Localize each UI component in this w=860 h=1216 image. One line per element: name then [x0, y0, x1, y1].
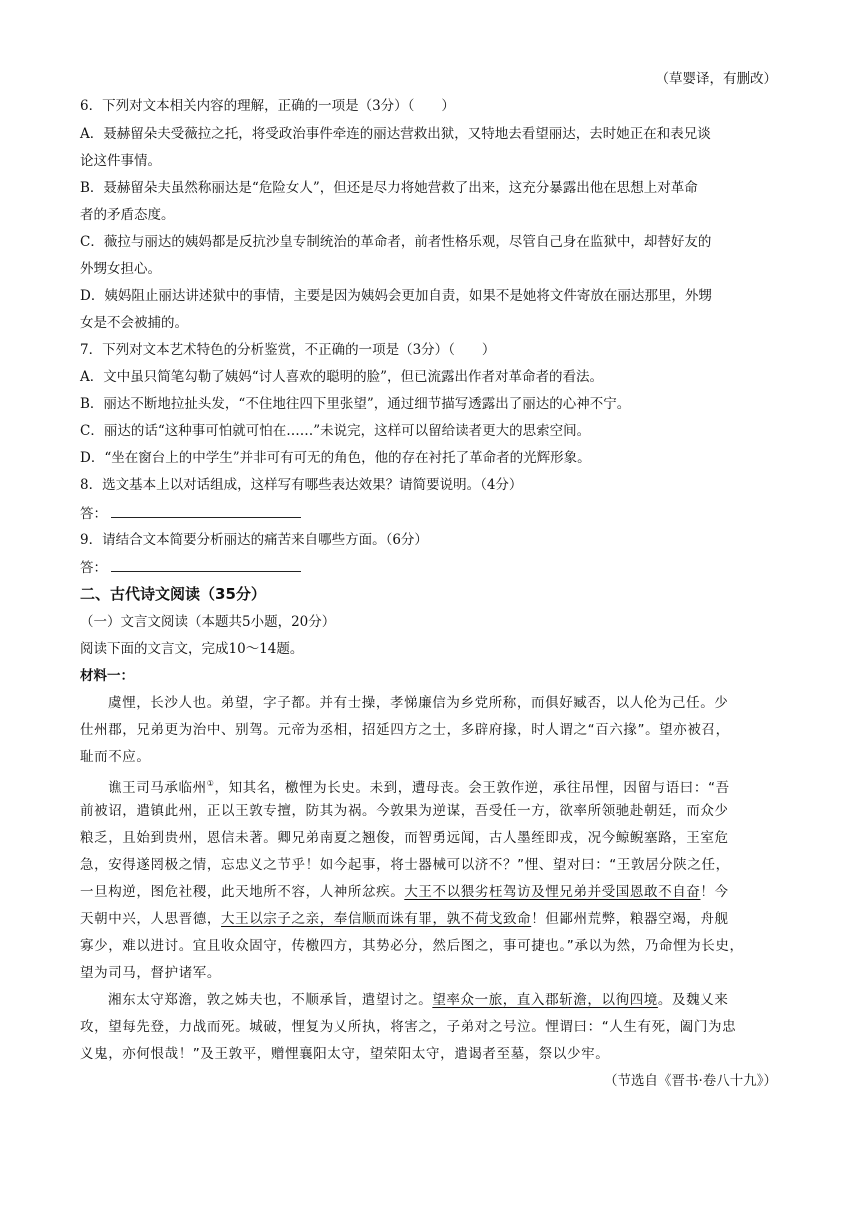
- answer-label: 答：: [80, 560, 107, 576]
- question-8-answer-row: [80, 503, 301, 524]
- passage-line: 急，安得遂罔极之情，忘忠义之节乎！如今起事，将士器械可以济不？”悝、望对曰：“王敦居分陕之任，: [80, 857, 730, 873]
- question-6-option-a-cont: 论这件事情。: [80, 153, 161, 169]
- passage-text: 湘东太守郑澹，敦之姊夫也，不顺承旨，遣望讨之。: [108, 992, 433, 1008]
- question-6-option-b-cont: 者的矛盾态度。: [80, 207, 175, 223]
- passage-line: 攻，望每先登，力战而死。城破，悝复为乂所执，将害之，子弟对之号泣。悝谓曰：“人生有死，阖门为忠: [80, 1019, 737, 1035]
- question-7-option-a: A．文中虽只简笔勾勒了姨妈“讨人喜欢的聪明的脸”，但已流露出作者对革命者的看法。: [80, 369, 604, 385]
- passage-text: 天朝中兴，人思晋德，: [80, 911, 221, 927]
- material-label: 材料一：: [80, 668, 134, 684]
- passage-text: 一旦构逆，图危社稷，此天地所不容，人神所忿疾。: [80, 884, 405, 900]
- section-title: 二、古代诗文阅读（35分）: [80, 585, 266, 603]
- question-6-option-c-cont: 外甥女担心。: [80, 261, 161, 277]
- subsection-title: （一）文言文阅读（本题共5小题，20分）: [80, 614, 336, 630]
- question-6-option-d-cont: 女是不会被捕的。: [80, 315, 188, 331]
- answer-label: 答：: [80, 506, 107, 522]
- passage-line: [108, 990, 728, 1010]
- question-6-option-d: D．姨妈阻止丽达讲述狱中的事情，主要是因为姨妈会更加自责，如果不是她将文件寄放在丽达那里，外甥: [80, 288, 712, 304]
- question-9-stem: 9．请结合文本简要分析丽达的痛苦来自哪些方面。（6分）: [80, 532, 428, 548]
- passage-text: 。及魏乂来: [657, 992, 729, 1008]
- underlined-sentence: 望率众一旅，直入郡斩澹，以徇四境: [432, 992, 658, 1008]
- passage-line: 望为司马，督护诸军。: [80, 965, 221, 981]
- passage-source: （节选自《晋书·卷八十九》）: [603, 1073, 777, 1089]
- footnote-marker: ①: [206, 779, 215, 788]
- question-6-stem: 6．下列对文本相关内容的理解，正确的一项是（3分）（ ）: [80, 98, 455, 114]
- passage-line: 虞悝，长沙人也。弟望，字子都。并有士操，孝悌廉信为乡党所称，而俱好臧否，以人伦为己任。少: [108, 695, 729, 711]
- question-6-option-c: C．薇拉与丽达的姨妈都是反抗沙皇专制统治的革命者，前者性格乐观，尽管自己身在监狱中，却替好友的: [80, 234, 712, 250]
- question-8-stem: 8．选文基本上以对话组成，这样写有哪些表达效果？请简要说明。（4分）: [80, 477, 523, 493]
- answer-blank[interactable]: [111, 503, 301, 518]
- passage-line: 寡少，难以进讨。宜且收众固守，传檄四方，其势必分，然后图之，事可捷也。”承以为然，乃命悝为长史，: [80, 938, 744, 954]
- passage-line: [80, 909, 729, 929]
- answer-blank[interactable]: [111, 557, 301, 572]
- passage-line: 义鬼，亦何恨哉！”及王敦平，赠悝襄阳太守，望荣阳太守，遣谒者至墓，祭以少牢。: [80, 1046, 610, 1062]
- passage-text: 谯王司马承临州: [108, 780, 207, 796]
- underlined-sentence: 大王以宗子之亲，奉信顺而诛有罪，孰不荷戈致命: [221, 911, 532, 927]
- source-note: （草婴译，有删改）: [655, 71, 777, 87]
- passage-text: ！但鄙州荒弊，粮器空竭，舟舰: [531, 911, 729, 927]
- passage-line: 前被诏，遣镇此州，正以王敦专擅，防其为祸。今敦果为逆谋，吾受任一方，欲率所领驰赴朝廷，而众少: [80, 803, 729, 819]
- instruction: 阅读下面的文言文，完成10～14题。: [80, 641, 304, 657]
- passage-text: ！今: [700, 884, 729, 900]
- question-7-stem: 7．下列对文本艺术特色的分析鉴赏，不正确的一项是（3分）（ ）: [80, 342, 496, 358]
- question-9-answer-row: [80, 557, 301, 578]
- question-6-option-b: B．聂赫留朵夫虽然称丽达是“危险女人”，但还是尽力将她营救了出来，这充分暴露出他在思想上对革命: [80, 180, 698, 196]
- question-6-option-a: A．聂赫留朵夫受薇拉之托，将受政治事件牵连的丽达营救出狱，又特地去看望丽达，去时她正在和表兄谈: [80, 126, 711, 142]
- passage-line: 耻而不应。: [80, 749, 151, 765]
- question-7-option-b: B．丽达不断地拉扯头发，“不住地往四下里张望”，通过细节描写透露出了丽达的心神不宁。: [80, 396, 631, 412]
- question-7-option-d: D．“坐在窗台上的中学生”并非可有可无的角色，他的存在衬托了革命者的光辉形象。: [80, 450, 591, 466]
- passage-text: ，知其名，檄悝为长史。未到，遭母丧。会王敦作逆，承往吊悝，因留与语曰：“吾: [214, 780, 730, 796]
- question-7-option-c: C．丽达的话“这种事可怕就可怕在……”未说完，这样可以留给读者更大的思索空间。: [80, 423, 591, 439]
- passage-line: 粮乏，且始到贵州，恩信未著。卿兄弟南夏之翘俊，而智勇远闻，古人墨绖即戎，况今鲸鲵塞路，王室危: [80, 830, 729, 846]
- underlined-sentence: 大王不以猥劣枉驾访及悝兄弟并受国恩敢不自奋: [404, 884, 701, 900]
- passage-line: [108, 774, 730, 798]
- passage-line: 仕州郡，兄弟更为治中、别驾。元帝为丞相，招延四方之士，多辟府掾，时人谓之“百六掾”。望亦被召，: [80, 722, 730, 738]
- passage-line: [80, 882, 729, 902]
